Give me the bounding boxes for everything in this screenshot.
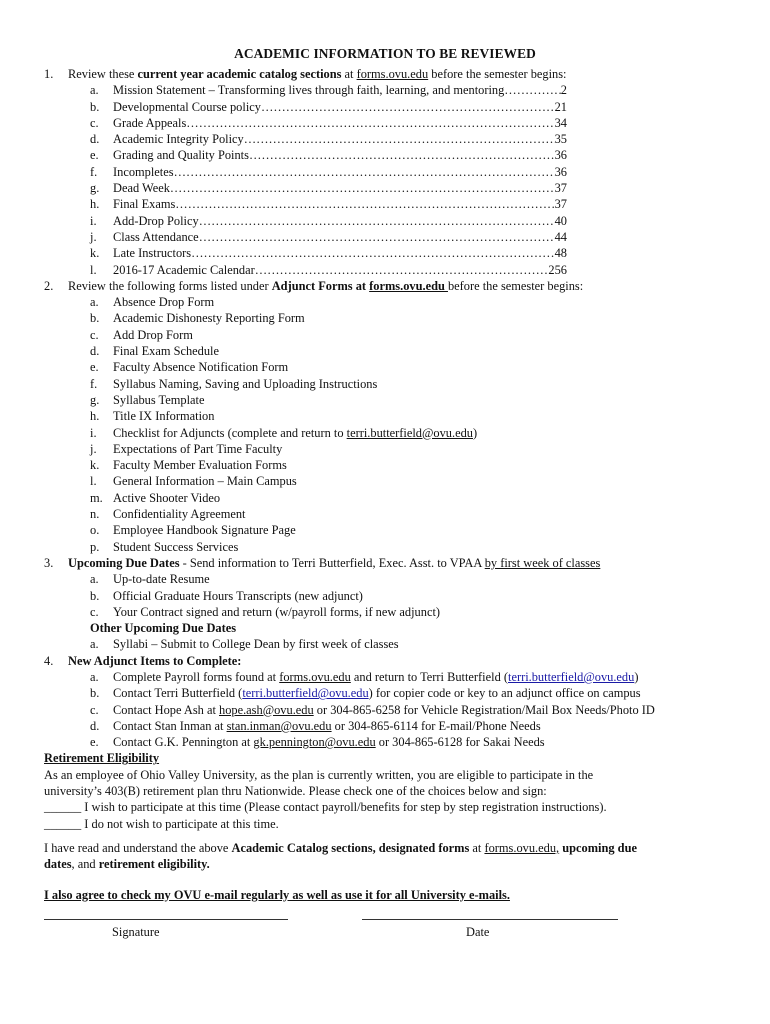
list-item: k. Faculty Member Evaluation Forms — [90, 458, 287, 473]
list-item: j. Expectations of Part Time Faculty — [90, 441, 283, 456]
adjunct-forms-list — [44, 294, 726, 555]
list-item: a. Syllabi – Submit to College Dean by first week of classes — [90, 637, 399, 652]
list-item: c. Contact Hope Ash at hope.ash@ovu.edu or 304-865-6258 for Vehicle Registration/Mail Box Needs/Photo ID — [90, 702, 655, 717]
forms-link[interactable]: forms.ovu.edu, — [484, 840, 560, 855]
section-4-heading: 4. New Adjunct Items to Complete: — [44, 653, 242, 668]
retirement-text-2: university’s 403(B) retirement plan thru Nationwide. Please check one of the choices below and sign: — [44, 784, 547, 799]
list-item: e. Grading and Quality Points ………………………………………………………………………………………………………………………………………………………… 36 — [44, 147, 726, 163]
section-3-heading: 3. Upcoming Due Dates - Send information to Terri Butterfield, Exec. Asst. to VPAA by first week of classes — [44, 555, 601, 570]
list-item: j. Class Attendance ………………………………………………………………………………………………………………………………………………………… 44 — [44, 229, 726, 245]
list-item: b. Official Graduate Hours Transcripts (new adjunct) — [90, 588, 363, 603]
list-item: i. Checklist for Adjuncts (complete and return to terri.butterfield@ovu.edu) — [90, 425, 478, 440]
list-item: b. Contact Terri Butterfield (terri.butterfield@ovu.edu) for copier code or key to an adjunct office on campus — [90, 686, 641, 701]
email-link[interactable]: terri.butterfield@ovu.edu — [508, 669, 635, 684]
list-item: c. Your Contract signed and return (w/payroll forms, if new adjunct) — [90, 604, 441, 619]
list-item: a. Mission Statement – Transforming lives through faith, learning, and mentoring ………………………………………………………………………………………………………………………………………………………… 2 — [44, 82, 726, 98]
email-link[interactable]: terri.butterfield@ovu.edu — [242, 686, 369, 701]
list-item: f. Syllabus Naming, Saving and Uploading Instructions — [90, 376, 378, 391]
catalog-sections-list — [44, 82, 726, 278]
list-item: h. Final Exams ………………………………………………………………………………………………………………………………………………………… 37 — [44, 196, 726, 212]
acknowledgement-line-1: I have read and understand the above Academic Catalog sections, designated forms at forms.ovu.edu, upcoming due — [44, 840, 637, 855]
list-item: p. Student Success Services — [90, 539, 239, 554]
retirement-option-participate[interactable]: ______ I wish to participate at this time (Please contact payroll/benefits for step by step registration instructions). — [44, 800, 607, 815]
list-item: o. Employee Handbook Signature Page — [90, 523, 296, 538]
list-item: e. Contact G.K. Pennington at gk.pennington@ovu.edu or 304-865-6128 for Sakai Needs — [90, 735, 545, 750]
retirement-text-1: As an employee of Ohio Valley University, as the plan is currently written, you are eligible to participate in the — [44, 767, 594, 782]
email-link[interactable]: gk.pennington@ovu.edu — [253, 735, 376, 750]
email-link[interactable]: hope.ash@ovu.edu — [219, 702, 314, 717]
email-link[interactable]: stan.inman@ovu.edu — [226, 718, 332, 733]
signature-line[interactable] — [44, 919, 288, 920]
new-adjunct-items-list — [44, 669, 726, 750]
list-item: e. Faculty Absence Notification Form — [90, 360, 289, 375]
list-item: d. Final Exam Schedule — [90, 344, 219, 359]
section-1-heading: 1. Review these current year academic catalog sections at forms.ovu.edu before the semester begins: — [44, 67, 567, 81]
list-item: g. Syllabus Template — [90, 392, 205, 407]
list-item: k. Late Instructors ………………………………………………………………………………………………………………………………………………………… 48 — [44, 245, 726, 261]
forms-link[interactable]: forms.ovu.edu — [356, 67, 429, 81]
section-2-heading: 2. Review the following forms listed under Adjunct Forms at forms.ovu.edu before the semester begins: — [44, 278, 584, 293]
due-dates-list — [44, 571, 726, 620]
date-line[interactable] — [362, 919, 618, 920]
other-due-dates-heading: Other Upcoming Due Dates — [90, 621, 237, 636]
list-item: i. Add-Drop Policy ………………………………………………………………………………………………………………………………………………………… 40 — [44, 213, 726, 229]
list-item: l. 2016-17 Academic Calendar ………………………………………………………………………………………………………………………………………………………… 256 — [44, 262, 726, 278]
retirement-heading: Retirement Eligibility — [44, 751, 160, 766]
list-item: c. Add Drop Form — [90, 327, 193, 342]
email-link[interactable]: terri.butterfield@ovu.edu — [346, 425, 473, 440]
list-item: a. Absence Drop Form — [90, 295, 215, 310]
acknowledgement-line-2: dates, and retirement eligibility. — [44, 857, 210, 872]
date-label: Date — [466, 924, 490, 939]
retirement-option-decline[interactable]: ______ I do not wish to participate at this time. — [44, 816, 279, 831]
list-item: b. Academic Dishonesty Reporting Form — [90, 311, 305, 326]
list-item: g. Dead Week ………………………………………………………………………………………………………………………………………………………… 37 — [44, 180, 726, 196]
list-item: a. Complete Payroll forms found at forms.ovu.edu and return to Terri Butterfield (terri.butterfield@ovu.edu) — [90, 669, 639, 684]
list-item: d. Contact Stan Inman at stan.inman@ovu.edu or 304-865-6114 for E-mail/Phone Needs — [90, 718, 541, 733]
forms-link[interactable]: forms.ovu.edu — [279, 669, 351, 684]
list-item: b. Developmental Course policy ………………………………………………………………………………………………………………………………………………………… 21 — [44, 99, 726, 115]
list-item: a. Up-to-date Resume — [90, 572, 210, 587]
list-item: d. Academic Integrity Policy ………………………………………………………………………………………………………………………………………………………… 35 — [44, 131, 726, 147]
document-title: ACADEMIC INFORMATION TO BE REVIEWED — [234, 46, 536, 61]
list-item: n. Confidentiality Agreement — [90, 507, 246, 522]
signature-block — [44, 919, 726, 959]
list-item: m. Active Shooter Video — [90, 490, 221, 505]
list-item: l. General Information – Main Campus — [90, 474, 297, 489]
list-item: c. Grade Appeals ………………………………………………………………………………………………………………………………………………………… 34 — [44, 115, 726, 131]
list-item: h. Title IX Information — [90, 409, 215, 424]
list-item: f. Incompletes ………………………………………………………………………………………………………………………………………………………… 36 — [44, 164, 726, 180]
email-agreement: I also agree to check my OVU e-mail regularly as well as use it for all University e-mails. — [44, 887, 510, 902]
forms-link[interactable]: forms.ovu.edu — [369, 278, 448, 293]
signature-label: Signature — [112, 924, 160, 939]
